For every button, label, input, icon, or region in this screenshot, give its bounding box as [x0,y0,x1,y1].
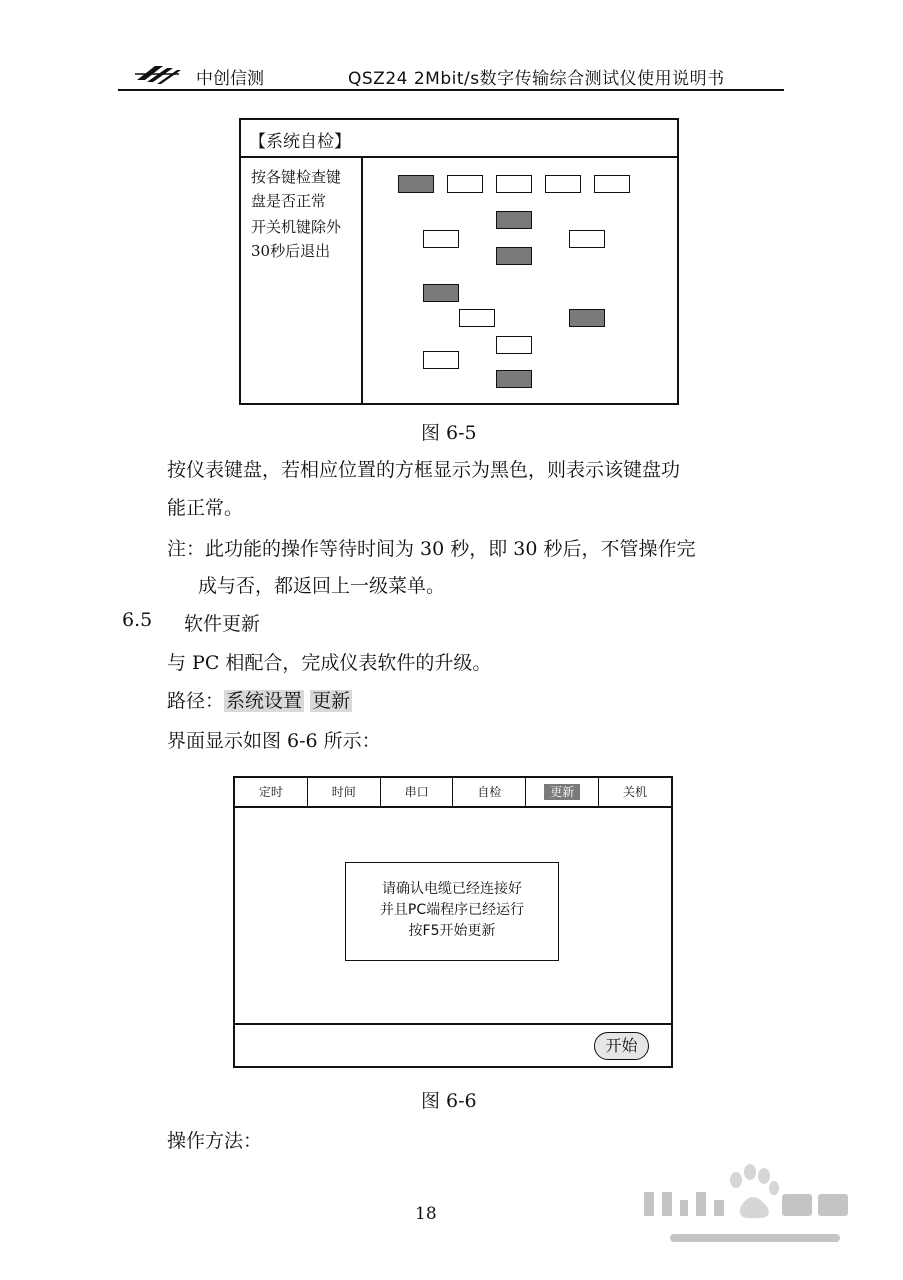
figure-divider [241,156,677,158]
document-title: QSZ24 2Mbit/s数字传输综合测试仪使用说明书 [348,69,725,89]
paragraph: 界面显示如图 6-6 所示： [167,730,381,752]
self-test-title: 【系统自检】 [249,132,351,152]
tab-label: 关机 [623,785,648,799]
dialog-line: 按F5开始更新 [408,923,496,939]
instruction-line: 开关机键除外 [251,218,342,236]
tab-label: 自检 [477,785,502,799]
key-indicator [447,175,483,193]
key-indicator [569,230,605,248]
paragraph: 按仪表键盘，若相应位置的方框显示为黑色，则表示该键盘功 [167,459,681,481]
paragraph: 能正常。 [167,497,244,519]
key-indicator [496,211,532,229]
note: 注：此功能的操作等待时间为 30 秒，即 30 秒后，不管操作完 [167,538,696,560]
path-item: 系统设置 [226,690,303,712]
key-indicator [398,175,434,193]
dialog-line: 请确认电缆已经连接好 [382,881,522,897]
instruction-line: 30秒后退出 [251,242,331,260]
baidu-watermark-icon [640,1150,858,1250]
update-dialog [345,862,559,961]
key-indicator [496,247,532,265]
paragraph: 与 PC 相配合，完成仪表软件的升级。 [167,652,492,674]
menu-path [167,686,352,713]
figure-6-6-update-screen [233,776,673,1068]
section-number: 6.5 [122,609,153,631]
tab-update[interactable] [526,778,599,806]
footer-divider [235,1023,671,1025]
path-label: 路径： [167,690,225,712]
instruction-line: 按各键检查键 [251,168,342,186]
tab-timer[interactable] [235,778,308,806]
tab-self-test[interactable] [453,778,526,806]
key-indicator [496,336,532,354]
section-title: 软件更新 [184,613,261,635]
tab-shutdown[interactable] [599,778,671,806]
key-indicator [423,351,459,369]
key-indicator [594,175,630,193]
tab-label: 串口 [404,785,429,799]
menu-tab-bar [235,778,671,808]
key-indicator [569,309,605,327]
figure-divider [361,156,363,404]
company-name: 中创信测 [196,69,264,89]
instruction-line: 盘是否正常 [251,192,327,210]
figure-caption: 图 6-5 [421,422,477,444]
key-indicator [496,175,532,193]
tab-label: 定时 [258,785,283,799]
company-logo-icon [133,60,183,86]
page-number: 18 [415,1204,437,1224]
tab-serial[interactable] [381,778,454,806]
key-indicator [545,175,581,193]
dialog-line: 并且PC端程序已经运行 [379,902,525,918]
key-indicator [423,230,459,248]
key-indicator [496,370,532,388]
header-rule [118,89,784,91]
tab-time[interactable] [308,778,381,806]
path-item: 更新 [312,690,351,712]
tab-label: 更新 [544,784,580,800]
tab-label: 时间 [331,785,356,799]
key-indicator [459,309,495,327]
figure-caption: 图 6-6 [421,1090,477,1112]
paragraph: 操作方法： [167,1130,263,1152]
key-indicator [423,284,459,302]
figure-6-5-self-test [239,118,679,405]
note: 成与否，都返回上一级菜单。 [198,575,446,597]
start-button[interactable]: 开始 [594,1032,649,1060]
